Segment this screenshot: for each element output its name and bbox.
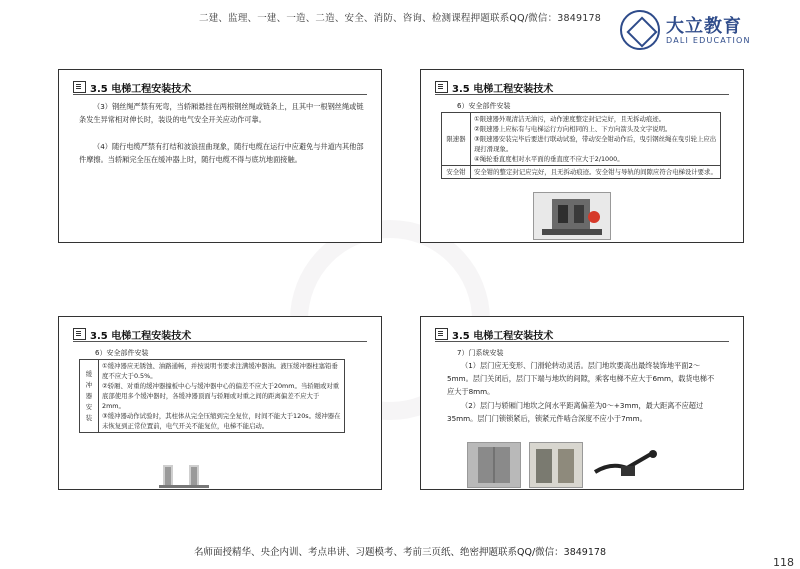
- row-label: 限速器: [442, 113, 471, 166]
- slide-title: 3.5 电梯工程安装技术: [435, 80, 553, 95]
- list-item: ④绳轮垂直度相对水平面的垂直度不应大于2/1000。: [474, 155, 624, 163]
- logo-name: 大立教育: [666, 16, 742, 37]
- paragraph: （1）层门应无变形、门滑轮转动灵活。层门地坎要高出最终装饰地平面2～5mm。层门关闭后，层门下端与地坎的间隙，乘客电梯不应大于6mm，载货电梯不应大于8mm。: [447, 361, 715, 396]
- table-cell: 安全钳的整定封记应完好，且无拆动痕迹。安全钳与导轨的间隙应符合电梯设计要求。: [471, 166, 721, 179]
- section-subtitle: 7）门系统安装: [457, 349, 504, 357]
- title-divider: [435, 341, 729, 342]
- buffer-illustration: [155, 463, 213, 489]
- document-icon: [435, 81, 448, 93]
- slide-2: [420, 69, 744, 243]
- spec-table: [79, 359, 345, 433]
- title-divider: [435, 94, 729, 95]
- lock-illustration: [591, 442, 663, 488]
- safety-gear-photo: [533, 192, 611, 240]
- document-icon: [73, 81, 86, 93]
- bottom-footer: 名师面授精华、央企内训、考点串讲、习题模考、考前三页纸、绝密押题联系QQ/微信：3849178: [194, 547, 606, 558]
- brand-logo: [620, 6, 780, 54]
- title-divider: [73, 94, 367, 95]
- slide-title: 3.5 电梯工程安装技术: [435, 327, 553, 342]
- door-illustration: [468, 443, 520, 487]
- document-icon: [435, 328, 448, 340]
- row-label: 安全钳: [442, 166, 471, 179]
- list-item: ③缓冲器动作试验时，其柱体从完全压缩到完全复位，时间不能大于120s。缓冲器在未恢复到正常位置前，电气开关不能复位，电梯不能启动。: [102, 412, 341, 430]
- paragraph: （2）层门与轿厢门地坎之间水平距离偏差为0～+3mm，最大距离不应超过35mm。层门门锁锁紧后，锁紧元件啮合深度不应小于7mm。: [447, 401, 704, 423]
- door-lock-photo: [591, 442, 663, 488]
- list-item: ①限速器外观清洁无油污，动作速度整定封记完好，且无拆动痕迹。: [474, 115, 666, 123]
- title-divider: [73, 341, 367, 342]
- elevator-door-photo: [467, 442, 521, 488]
- top-header: 二建、监理、一建、一造、二造、安全、消防、咨询、检测课程押题联系QQ/微信：3849178: [199, 13, 601, 24]
- paragraph: （3）钢丝绳严禁有死弯，当轿厢悬挂在两根钢丝绳或链条上，且其中一根钢丝绳或链条发生异常相对伸长时，装设的电气安全开关应动作可靠。: [79, 102, 364, 124]
- door-frame-photo: [529, 442, 583, 488]
- table-cell: [471, 113, 721, 166]
- page-number: 118: [773, 556, 794, 569]
- paragraph: （4）随行电缆严禁有打结和波浪扭曲现象，随行电缆在运行中应避免与井道内其他部件摩擦。当轿厢完全压在缓冲器上时，随行电缆不得与底坑地面接触。: [79, 142, 364, 164]
- slide-4: [420, 316, 744, 490]
- table-row: [80, 360, 345, 433]
- slide-title: 3.5 电梯工程安装技术: [73, 327, 191, 342]
- logo-subtitle: DALI EDUCATION: [666, 36, 751, 45]
- list-item: ③限速器安装完毕后要进行联动试验，带动安全钳动作后，曳引钢丝绳在曳引轮上应出现打滑现象。: [474, 135, 717, 153]
- slide-3: [58, 316, 382, 490]
- machine-illustration: [534, 193, 610, 239]
- list-item: ②轿厢、对重的缓冲器撞板中心与缓冲器中心的偏差不应大于20mm。当轿厢或对重底部使用多个缓冲器时，各缓冲器顶面与轿厢或对重之间的距离偏差不应大于2mm。: [102, 382, 340, 410]
- logo-icon: [620, 10, 660, 50]
- table-row: [442, 113, 721, 166]
- document-icon: [73, 328, 86, 340]
- frame-illustration: [530, 443, 582, 487]
- table-cell: [99, 360, 345, 433]
- spec-table: [441, 112, 721, 179]
- slide-title: 3.5 电梯工程安装技术: [73, 80, 191, 95]
- list-item: ①缓冲器应无锈蚀、油路通畅，并按说明书要求注满缓冲器油。液压缓冲器柱塞铅垂度不应大于0.5%。: [102, 362, 338, 380]
- table-row: [442, 166, 721, 179]
- list-item: ②限速器上应标有与电梯运行方向相同的上、下方向箭头及文字说明。: [474, 125, 672, 133]
- slide-1: [58, 69, 382, 243]
- row-label: 缓冲器安装: [80, 360, 99, 433]
- section-subtitle: 6）安全部件安装: [457, 102, 511, 110]
- buffer-photo: [155, 463, 213, 489]
- section-subtitle: 6）安全部件安装: [95, 349, 149, 357]
